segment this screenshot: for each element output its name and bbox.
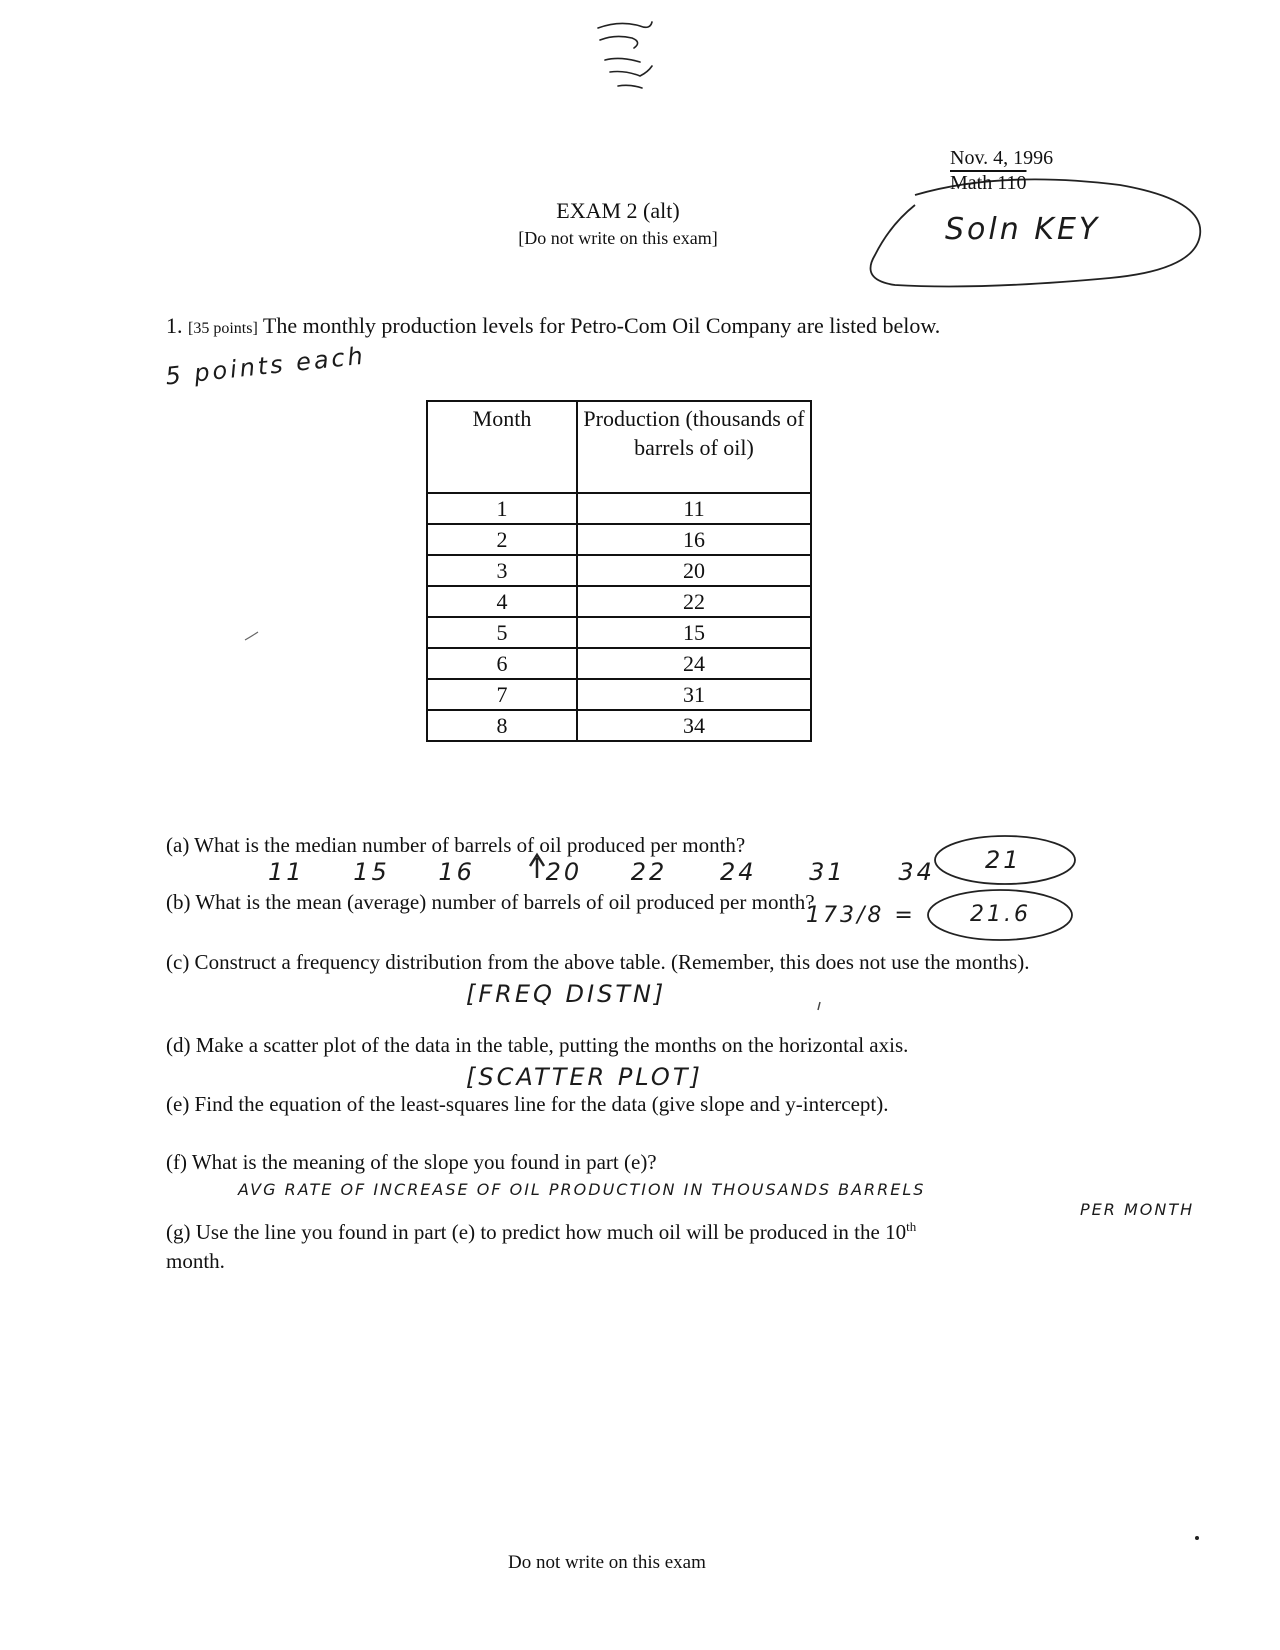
month-cell: 8: [427, 710, 577, 741]
column-header-month: Month: [427, 401, 577, 493]
median-work-value: 15: [353, 858, 390, 886]
exam-date: Nov. 4, 1996: [950, 147, 1054, 169]
median-work: [268, 858, 935, 886]
mean-answer: 21.6: [970, 902, 1031, 927]
question-d: (d) Make a scatter plot of the data in the table, putting the months on the horizontal axis.: [166, 1033, 909, 1057]
solution-key-label: Soln KEY: [945, 212, 1101, 247]
median-work-value: 16: [438, 858, 475, 886]
production-cell: 24: [577, 648, 811, 679]
question-intro-text: The monthly production levels for Petro-Com Oil Company are listed below.: [262, 313, 941, 338]
median-work-value: 34: [898, 858, 935, 886]
month-cell: 5: [427, 617, 577, 648]
column-header-production: Production (thousands of barrels of oil): [577, 401, 811, 493]
median-work-value: 20: [545, 858, 583, 886]
frequency-distribution-placeholder: [FREQ DISTN]: [466, 980, 667, 1008]
production-cell: 22: [577, 586, 811, 617]
top-scribble: [598, 22, 652, 88]
question-c: (c) Construct a frequency distribution from the above table. (Remember, this does not use the months).: [166, 950, 1030, 974]
table-row: [427, 710, 811, 741]
mean-work: 173/8 =: [806, 903, 916, 928]
slope-meaning-answer: AVG RATE OF INCREASE OF OIL PRODUCTION IN THOUSANDS BARRELS: [238, 1180, 926, 1199]
footer-note: Do not write on this exam: [508, 1552, 706, 1573]
slope-meaning-answer-continued: PER MONTH: [1080, 1200, 1195, 1219]
month-cell: 7: [427, 679, 577, 710]
month-cell: 2: [427, 524, 577, 555]
question-number: 1.: [166, 313, 183, 338]
table-row: [427, 524, 811, 555]
course-name: Math 110: [950, 172, 1027, 194]
question-e: (e) Find the equation of the least-squares line for the data (give slope and y-intercept).: [166, 1092, 889, 1116]
scatter-plot-placeholder: [SCATTER PLOT]: [466, 1063, 703, 1091]
month-cell: 6: [427, 648, 577, 679]
question-f: (f) What is the meaning of the slope you found in part (e)?: [166, 1150, 657, 1174]
production-cell: 20: [577, 555, 811, 586]
table-row: [427, 648, 811, 679]
question-a: (a) What is the median number of barrels of oil produced per month?: [166, 833, 746, 857]
table-header-row: [427, 401, 811, 493]
question-g: [166, 1219, 916, 1245]
points-each-note: 5 points each: [164, 341, 368, 391]
median-answer: 21: [985, 846, 1022, 874]
stray-mark: [818, 1002, 820, 1010]
production-table: [426, 400, 812, 742]
question-b: (b) What is the mean (average) number of barrels of oil produced per month?: [166, 890, 815, 914]
question-1-intro: [166, 313, 940, 339]
month-cell: 1: [427, 493, 577, 524]
table-row: [427, 493, 811, 524]
median-work-value: 24: [719, 858, 757, 886]
question-g-text: (g) Use the line you found in part (e) to predict how much oil will be produced in the 10: [166, 1220, 907, 1244]
production-cell: 15: [577, 617, 811, 648]
production-cell: 16: [577, 524, 811, 555]
month-cell: 4: [427, 586, 577, 617]
question-points: [35 points]: [188, 320, 258, 337]
production-cell: 11: [577, 493, 811, 524]
table-row: [427, 586, 811, 617]
table-row: [427, 555, 811, 586]
stray-mark: [245, 632, 258, 640]
production-cell: 31: [577, 679, 811, 710]
median-work-value: 22: [630, 858, 668, 886]
question-g-superscript: th: [906, 1219, 917, 1234]
exam-note: [Do not write on this exam]: [518, 228, 718, 248]
production-cell: 34: [577, 710, 811, 741]
median-work-value: 31: [809, 858, 846, 886]
stray-dot: [1195, 1536, 1199, 1540]
table-row: [427, 679, 811, 710]
exam-title: EXAM 2 (alt): [556, 198, 680, 223]
month-cell: 3: [427, 555, 577, 586]
median-work-value: 11: [268, 858, 305, 886]
table-row: [427, 617, 811, 648]
question-g-continued: month.: [166, 1249, 225, 1273]
